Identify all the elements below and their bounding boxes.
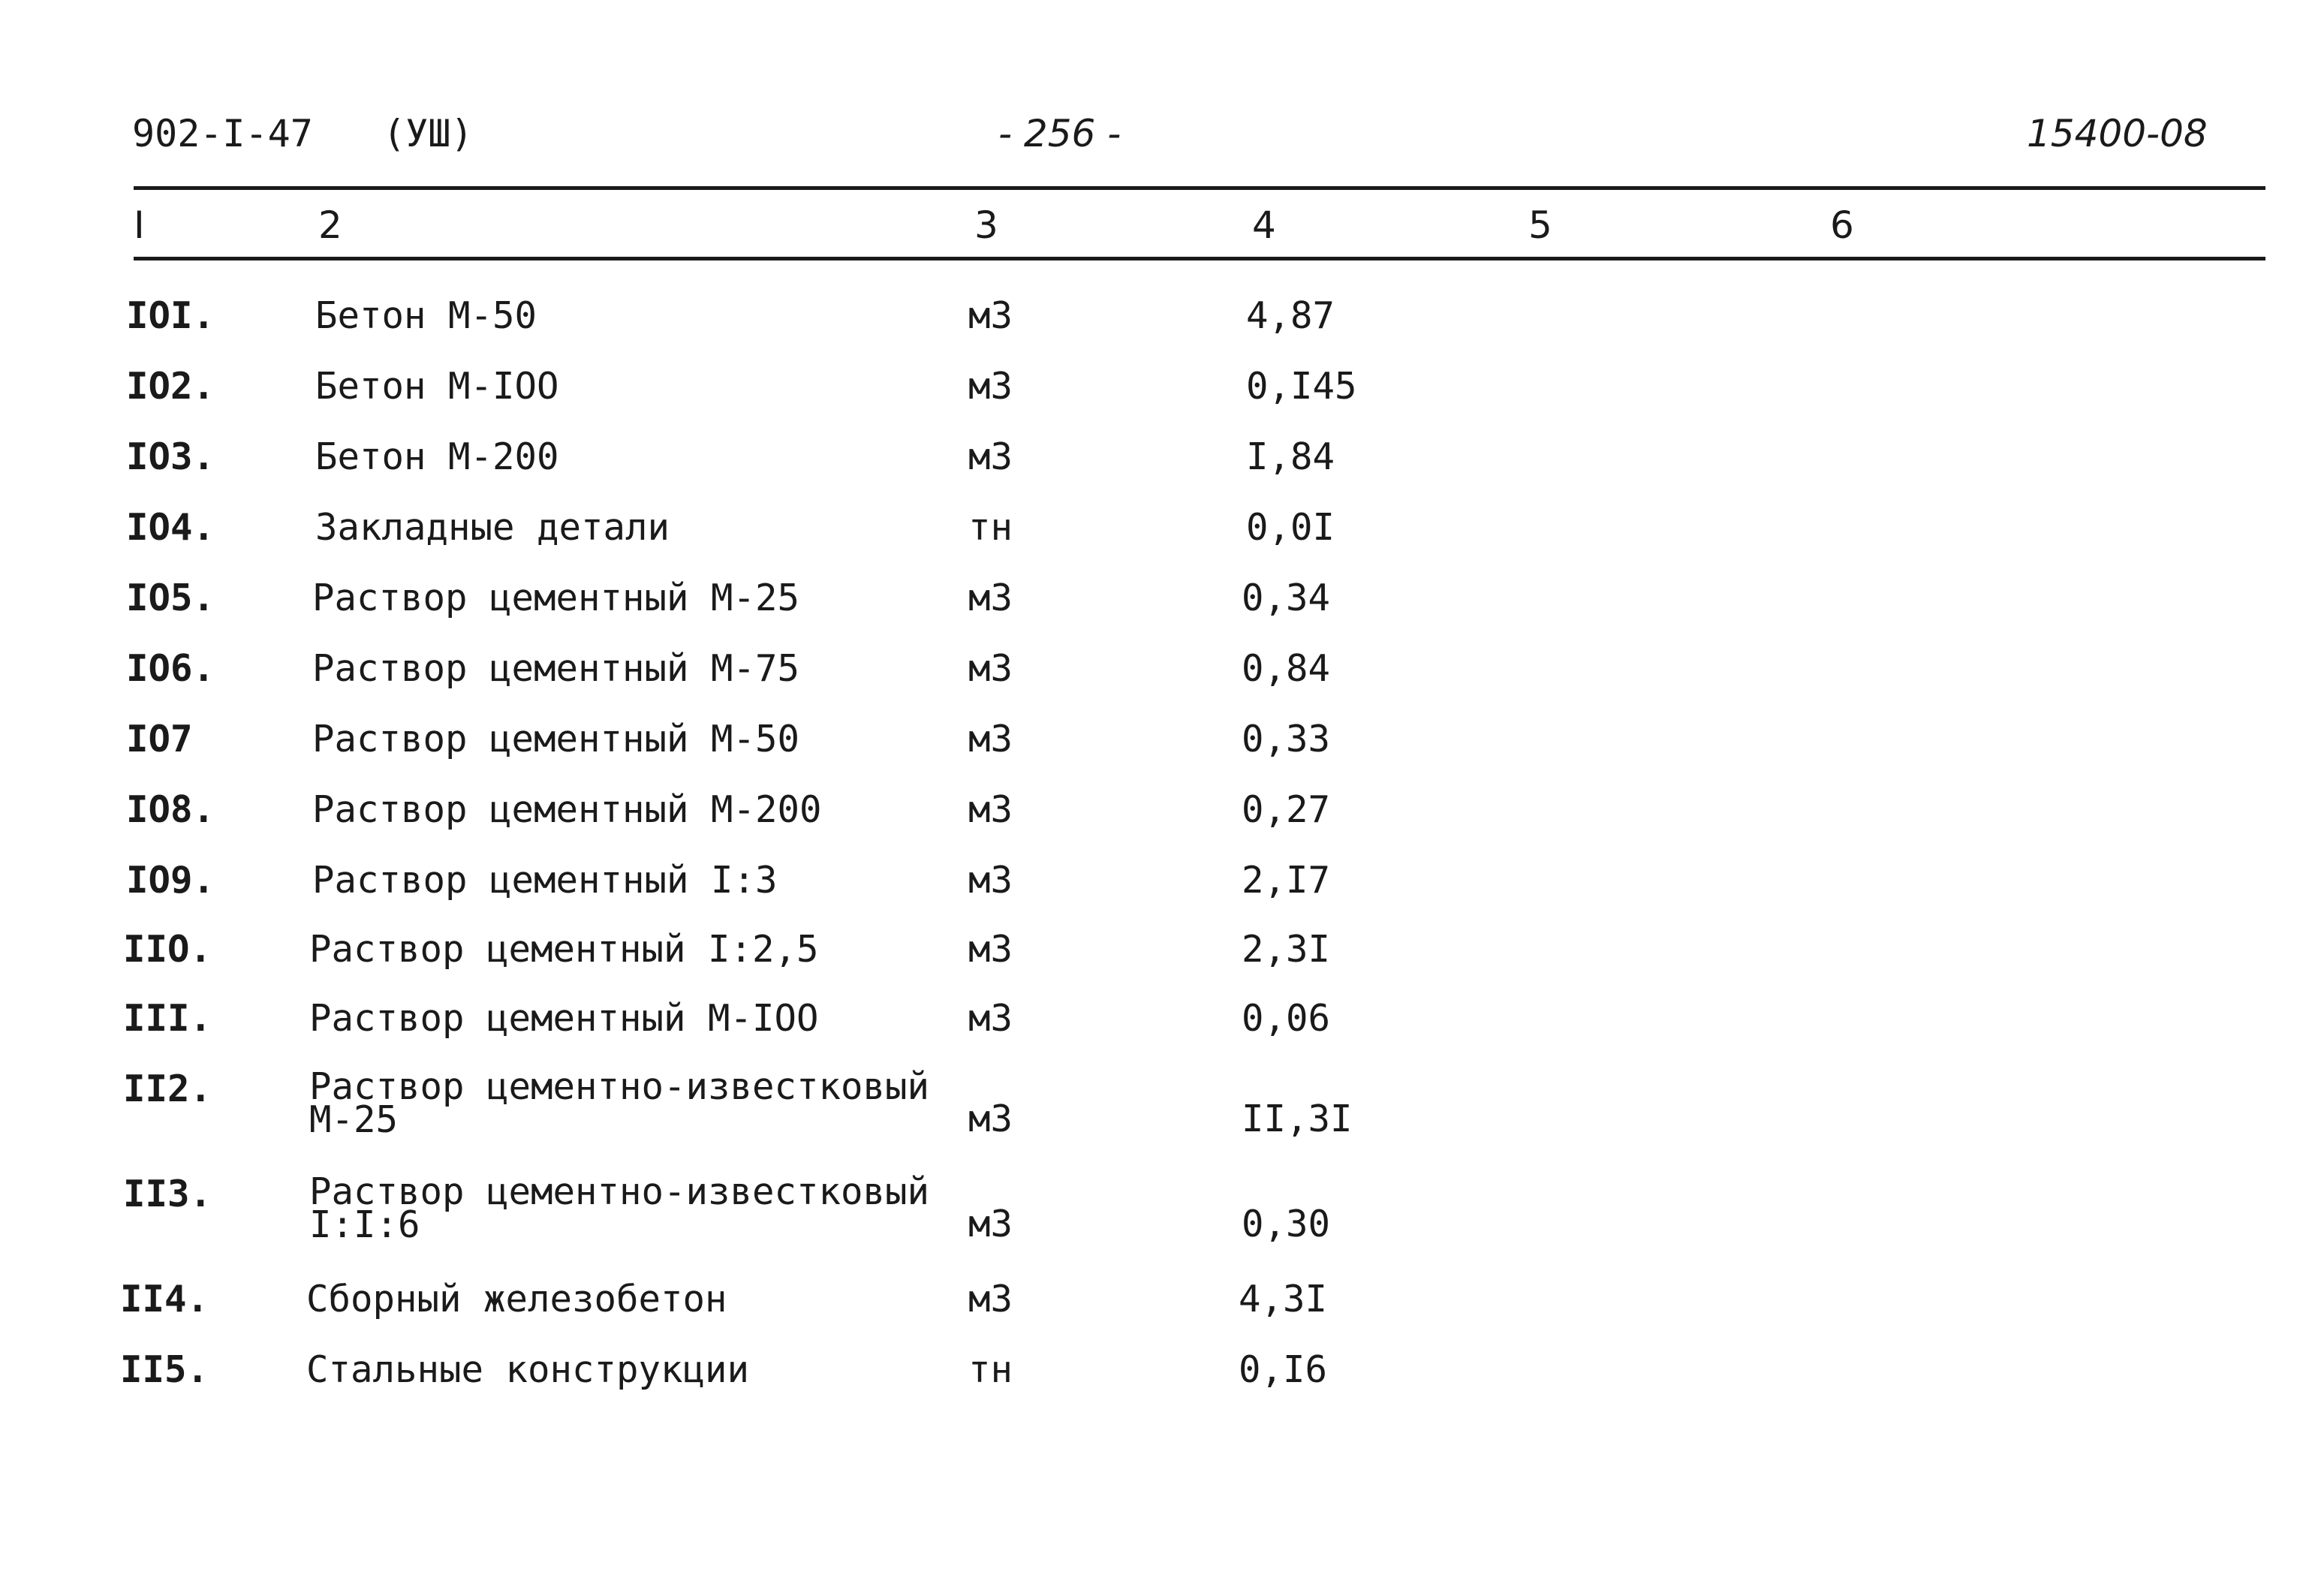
material-name bbox=[315, 435, 559, 478]
material-name-line: Раствор цементный I:2,5 bbox=[309, 928, 819, 971]
quantity: 0,06 bbox=[1242, 997, 1331, 1040]
archive-number: 15400-08 bbox=[2027, 112, 2208, 155]
row-number: IO4. bbox=[126, 506, 215, 549]
row-number: IOI. bbox=[126, 294, 215, 337]
quantity: 0,I45 bbox=[1246, 365, 1357, 408]
material-name bbox=[312, 577, 800, 619]
material-name bbox=[309, 997, 819, 1040]
document-code: 902-I-47 bbox=[132, 112, 313, 155]
row-number: IO5. bbox=[126, 577, 215, 619]
unit-of-measure: м3 bbox=[968, 718, 1013, 760]
material-name bbox=[312, 718, 800, 760]
material-name bbox=[315, 294, 537, 337]
material-name bbox=[306, 1278, 727, 1320]
material-name bbox=[312, 647, 800, 690]
quantity: I,84 bbox=[1246, 435, 1335, 478]
unit-of-measure: тн bbox=[968, 1348, 1013, 1391]
unit-of-measure: м3 bbox=[968, 997, 1013, 1040]
quantity: 0,I6 bbox=[1239, 1348, 1328, 1391]
column-number: 6 bbox=[1830, 203, 1854, 247]
column-number: 5 bbox=[1528, 203, 1552, 247]
row-number: IO2. bbox=[126, 365, 215, 408]
material-name-line: Раствор цементно-известковый bbox=[309, 1170, 930, 1213]
quantity: 4,3I bbox=[1239, 1278, 1328, 1320]
material-name-line: Раствор цементный М-50 bbox=[312, 718, 800, 760]
column-number: I bbox=[134, 203, 145, 247]
quantity: 0,34 bbox=[1242, 577, 1331, 619]
material-name-line: I:I:6 bbox=[309, 1203, 420, 1246]
unit-of-measure: м3 bbox=[968, 859, 1013, 902]
row-number: III. bbox=[123, 997, 212, 1040]
unit-of-measure: м3 bbox=[968, 577, 1013, 619]
material-name-line: Бетон М-200 bbox=[315, 435, 559, 478]
column-number: 3 bbox=[974, 203, 998, 247]
material-name bbox=[309, 928, 819, 971]
material-name-line: Закладные детали bbox=[315, 506, 670, 549]
row-number: II4. bbox=[120, 1278, 209, 1320]
table-top-rule bbox=[134, 186, 2265, 190]
unit-of-measure: м3 bbox=[968, 647, 1013, 690]
quantity: 0,84 bbox=[1242, 647, 1331, 690]
material-name-line: Раствор цементный М-200 bbox=[312, 788, 822, 831]
row-number: II3. bbox=[123, 1173, 212, 1215]
material-name-line: Сборный железобетон bbox=[306, 1278, 727, 1320]
quantity: 0,33 bbox=[1242, 718, 1331, 760]
quantity: 2,3I bbox=[1242, 928, 1331, 971]
material-name-line: Стальные конструкции bbox=[306, 1348, 750, 1391]
material-name-line: Раствор цементный М-IOO bbox=[309, 997, 819, 1040]
unit-of-measure: м3 bbox=[968, 365, 1013, 408]
unit-of-measure: м3 bbox=[968, 435, 1013, 478]
material-name-line: Бетон М-IOO bbox=[315, 365, 559, 408]
material-name-line: Раствор цементный М-75 bbox=[312, 647, 800, 690]
column-number: 4 bbox=[1252, 203, 1276, 247]
quantity: 0,27 bbox=[1242, 788, 1331, 831]
unit-of-measure: м3 bbox=[968, 1278, 1013, 1320]
material-name bbox=[309, 1170, 930, 1246]
unit-of-measure: м3 bbox=[968, 928, 1013, 971]
quantity: 0,30 bbox=[1242, 1203, 1331, 1245]
material-name bbox=[315, 365, 559, 408]
row-number: II2. bbox=[123, 1068, 212, 1110]
material-name-line: Раствор цементно-известковый bbox=[309, 1065, 930, 1108]
row-number: IO6. bbox=[126, 647, 215, 690]
material-name bbox=[309, 1065, 930, 1141]
row-number: IO3. bbox=[126, 435, 215, 478]
material-name bbox=[315, 506, 670, 549]
unit-of-measure: м3 bbox=[968, 1098, 1013, 1140]
row-number: IO7 bbox=[126, 718, 193, 760]
row-number: II5. bbox=[120, 1348, 209, 1391]
unit-of-measure: м3 bbox=[968, 294, 1013, 337]
row-number: IIO. bbox=[123, 928, 212, 971]
unit-of-measure: м3 bbox=[968, 1203, 1013, 1245]
material-name bbox=[306, 1348, 750, 1391]
row-number: IO9. bbox=[126, 859, 215, 902]
row-number: IO8. bbox=[126, 788, 215, 831]
unit-of-measure: м3 bbox=[968, 788, 1013, 831]
column-number: 2 bbox=[318, 203, 342, 247]
volume-label: (УШ) bbox=[383, 112, 474, 155]
quantity: II,3I bbox=[1242, 1098, 1353, 1140]
material-name-line: Раствор цементный I:3 bbox=[312, 859, 778, 902]
material-name bbox=[312, 788, 822, 831]
quantity: 0,0I bbox=[1246, 506, 1335, 549]
material-name-line: Бетон М-50 bbox=[315, 294, 537, 337]
quantity: 4,87 bbox=[1246, 294, 1335, 337]
quantity: 2,I7 bbox=[1242, 859, 1331, 902]
page-number: - 256 - bbox=[998, 112, 1121, 155]
table-header-rule bbox=[134, 257, 2265, 260]
material-name-line: Раствор цементный М-25 bbox=[312, 577, 800, 619]
unit-of-measure: тн bbox=[968, 506, 1013, 549]
material-name-line: М-25 bbox=[309, 1098, 399, 1141]
material-name bbox=[312, 859, 778, 902]
